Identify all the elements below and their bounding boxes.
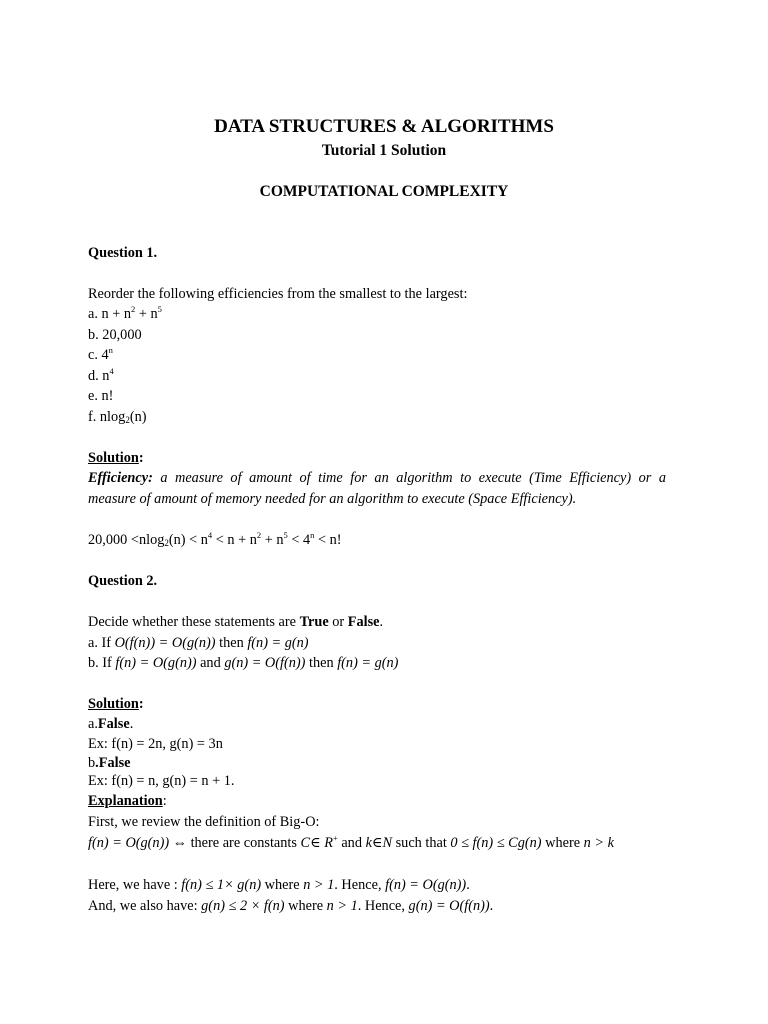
efficiency-ordering: $20,000 <nlog_2(n) < n^4 < n + n^2 + n^5 < 4^n < n$! xyxy=(88,530,342,548)
statement-a: a. If O(f(n)) = O(g(n)) then f(n) = g(n) xyxy=(88,635,309,651)
explanation-line-2: And, we also have: g(n) ≤ 2 × f(n) where n > 1. Hence, g(n) = O(f(n)). xyxy=(88,898,494,914)
option-a: a. $n + n^2 + n^5$ xyxy=(88,304,162,322)
answer-b: b.False xyxy=(88,755,131,771)
question-1-heading: Question 1. xyxy=(88,245,158,261)
efficiency-definition-line-2: measure of amount of memory needed for an algorithm to execute (Space Efficiency). xyxy=(88,491,577,507)
solution-2-heading: Solution: xyxy=(88,696,144,712)
answer-a: a.False. xyxy=(88,716,134,732)
document-topic: COMPUTATIONAL COMPLEXITY xyxy=(259,183,509,200)
question-2-prompt: Decide whether these statements are True or False. xyxy=(88,614,384,630)
efficiency-definition-line-1: Efficiency: a measure of amount of time for an algorithm to execute (Time Efficiency) or a xyxy=(88,470,666,486)
option-c: c. 4$^n$ xyxy=(88,345,113,363)
question-2-heading: Question 2. xyxy=(88,573,158,589)
option-d: d. $n^4$ xyxy=(88,366,114,384)
explanation-heading: Explanation: xyxy=(88,793,167,809)
statement-b: b. If f(n) = O(g(n)) and g(n) = O(f(n)) then f(n) = g(n) xyxy=(88,655,399,671)
question-1-prompt: Reorder the following efficiencies from the smallest to the largest: xyxy=(88,286,468,302)
big-o-definition: f(n) = O(g(n)) ⇔ there are constants C∈ R+ and k∈N such that 0 ≤ f(n) ≤ Cg(n) where n > k xyxy=(88,833,614,851)
document-subtitle: Tutorial 1 Solution xyxy=(321,142,447,159)
answer-b-example: Ex: f(n) = n, g(n) = n + 1. xyxy=(88,773,235,789)
option-e: e. n! xyxy=(88,388,114,404)
option-f: f. nlog$_2$(n) xyxy=(88,409,147,425)
answer-a-example: Ex: f(n) = 2n, g(n) = 3n xyxy=(88,736,223,752)
explanation-line-1: Here, we have : f(n) ≤ 1× g(n) where n > 1. Hence, f(n) = O(g(n)). xyxy=(88,877,470,893)
explanation-intro: First, we review the definition of Big-O: xyxy=(88,814,320,830)
option-b: b. 20,000 xyxy=(88,327,142,343)
document-title: DATA STRUCTURES & ALGORITHMS xyxy=(214,116,554,137)
solution-1-heading: Solution: xyxy=(88,450,144,466)
